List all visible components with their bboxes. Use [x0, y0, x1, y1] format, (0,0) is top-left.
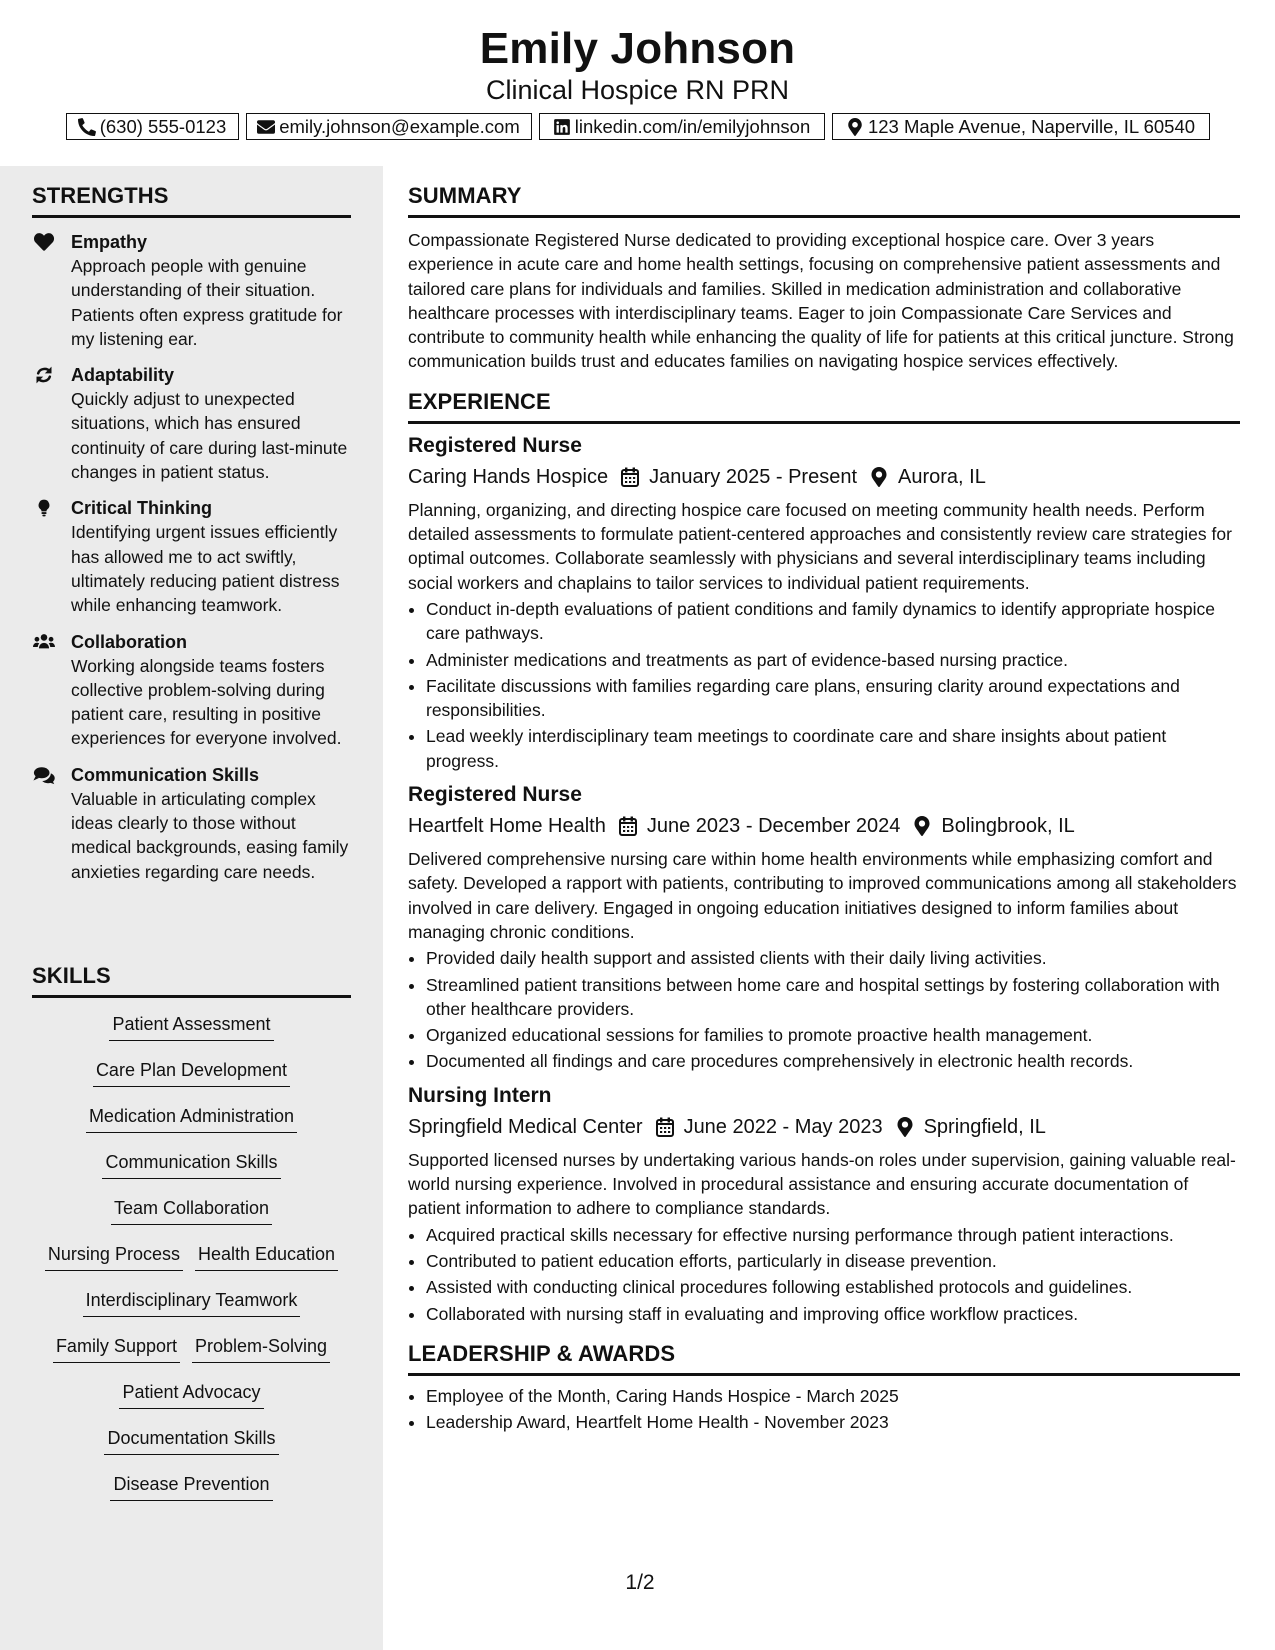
- strength-desc: Working alongside teams fosters collective problem-solving during patient care, resulting in positive experiences for everyone involved.: [71, 655, 342, 749]
- page-number: 1/2: [625, 1571, 655, 1594]
- candidate-name: Emily Johnson: [479, 24, 796, 73]
- awards-list: [408, 1384, 1240, 1435]
- strength-item: [32, 763, 351, 884]
- strength-desc: Valuable in articulating complex ideas clearly to those without medical backgrounds, easing family anxieties regarding care needs.: [71, 788, 349, 882]
- skill-tag: Nursing Process: [45, 1242, 183, 1271]
- main-content: [408, 182, 1240, 1436]
- strength-name: Critical Thinking: [71, 498, 213, 519]
- skill-tag: Problem-Solving: [192, 1334, 330, 1363]
- map-marker-icon: [846, 118, 864, 136]
- skill-tag: Team Collaboration: [111, 1196, 272, 1225]
- skill-tag: Patient Advocacy: [119, 1380, 263, 1409]
- job-company: Springfield Medical Center: [408, 1115, 643, 1138]
- heart-icon: [33, 232, 55, 252]
- strength-name: Collaboration: [71, 631, 187, 652]
- skill-tag: Disease Prevention: [110, 1472, 272, 1501]
- skill-tag: Documentation Skills: [104, 1426, 278, 1455]
- calendar-icon: [621, 467, 639, 487]
- job-title: Registered Nurse: [408, 783, 582, 807]
- job-description: Supported licensed nurses by undertaking various hands-on roles under supervision, gaining valuable real-world nursing experience. Involved in procedural assistance and ensuring accurate documentation of patient information to adhere to compliance standards.: [408, 1149, 1236, 1219]
- job-bullets: [408, 1223, 1240, 1326]
- job-description: Planning, organizing, and directing hospice care focused on meeting community health needs. Perform detailed assessments to formulate patient-centered approaches and consistently review care strategies for optimal outcomes. Collaborate seamlessly with physicians and several interdisciplinary teams including social workers and chaplains to tailor services to individual patient requirements.: [408, 499, 1232, 593]
- summary-heading: SUMMARY: [408, 182, 1240, 218]
- strength-desc: Quickly adjust to unexpected situations, which has ensured continuity of care during last-minute changes in patient status.: [71, 389, 348, 483]
- contact-linkedin[interactable]: [539, 113, 825, 140]
- strength-desc: Identifying urgent issues efficiently has allowed me to act swiftly, ultimately reducing patient distress while enhancing teamwork.: [71, 522, 340, 616]
- summary-text: Compassionate Registered Nurse dedicated to providing exceptional hospice care. Over 3 years experience in acute care and home health settings, focusing on comprehensive patient assessments and tailored care plans for individuals and families. Skilled in medication administration and collaborative healthcare processes with interdisciplinary teams. Eager to join Compassionate Care Services and contribute to community health while enhancing the quality of life for patients at this critical juncture. Strong communication builds trust and educates families on navigating hospice services effectively.: [408, 230, 1234, 372]
- job-dates: January 2025 - Present: [649, 465, 858, 488]
- map-marker-icon: [870, 467, 888, 487]
- strength-name: Communication Skills: [71, 764, 260, 785]
- candidate-title: Clinical Hospice RN PRN: [485, 75, 790, 105]
- strengths-heading: STRENGTHS: [32, 182, 351, 218]
- job-title: Nursing Intern: [408, 1083, 552, 1107]
- job-bullet: • Lead weekly interdisciplinary team meetings to coordinate care and share insights about patient progress.: [426, 724, 1240, 773]
- award-item: • Leadership Award, Heartfelt Home Health - November 2023: [426, 1410, 1240, 1434]
- map-marker-icon: [913, 816, 931, 836]
- strength-desc: Approach people with genuine understanding of their situation. Patients often express gratitude for my listening ear.: [71, 256, 343, 349]
- address-text: 123 Maple Avenue, Naperville, IL 60540: [867, 116, 1196, 137]
- strength-item: [32, 496, 351, 617]
- envelope-icon: [257, 118, 275, 136]
- job-entry: [408, 432, 1240, 773]
- job-bullet: • Collaborated with nursing staff in evaluating and improving office workflow practices.: [426, 1302, 1240, 1326]
- job-description: Delivered comprehensive nursing care within home health environments while emphasizing comfort and safety. Developed a rapport with patients, contributing to improved communications among all stakeholders involved in care delivery. Engaged in ongoing education initiatives designed to inform families about managing chronic conditions.: [408, 849, 1237, 942]
- contact-phone[interactable]: [66, 113, 239, 140]
- map-marker-icon: [896, 1117, 914, 1137]
- job-bullet: • Administer medications and treatments as part of evidence-based nursing practice.: [426, 648, 1240, 672]
- skills-section: [32, 962, 351, 1518]
- job-location: Aurora, IL: [898, 465, 986, 488]
- comments-icon: [33, 765, 55, 785]
- phone-icon: [78, 118, 96, 136]
- job-bullet: • Contributed to patient education efforts, particularly in disease prevention.: [426, 1249, 1240, 1273]
- refresh-icon: [33, 365, 55, 385]
- job-bullet: • Facilitate discussions with families regarding care plans, ensuring clarity around expectations and responsibilities.: [426, 674, 1240, 723]
- skill-tag: Communication Skills: [102, 1150, 280, 1179]
- skills-heading: SKILLS: [32, 962, 351, 998]
- job-title: Registered Nurse: [408, 433, 582, 457]
- strength-item: [32, 363, 351, 484]
- job-location: Bolingbrook, IL: [941, 815, 1075, 838]
- experience-heading: EXPERIENCE: [408, 388, 1240, 424]
- strength-name: Adaptability: [71, 365, 175, 386]
- contact-address: [832, 113, 1210, 140]
- job-company: Caring Hands Hospice: [408, 465, 609, 488]
- job-bullet: • Conduct in-depth evaluations of patient conditions and family dynamics to identify appropriate hospice care pathways.: [426, 597, 1240, 646]
- strength-item: [32, 230, 351, 351]
- skill-tag: Family Support: [53, 1334, 180, 1363]
- job-bullets: [408, 597, 1240, 773]
- users-icon: [33, 632, 55, 652]
- job-location: Springfield, IL: [923, 1115, 1046, 1138]
- job-bullet: • Acquired practical skills necessary for effective nursing performance through patient interactions.: [426, 1223, 1240, 1247]
- resume-header: [0, 0, 1275, 166]
- job-company: Heartfelt Home Health: [408, 815, 606, 838]
- skill-tag: Interdisciplinary Teamwork: [83, 1288, 301, 1317]
- skill-tag: Patient Assessment: [109, 1012, 273, 1041]
- contact-bar: [0, 113, 1275, 140]
- linkedin-icon: [553, 118, 571, 136]
- job-meta: [408, 463, 1240, 491]
- lightbulb-icon: [33, 498, 55, 518]
- phone-text: (630) 555-0123: [99, 116, 227, 137]
- strengths-section: [32, 182, 351, 896]
- strength-name: Empathy: [71, 232, 148, 252]
- job-bullet: • Assisted with conducting clinical procedures following established protocols and guidelines.: [426, 1275, 1240, 1299]
- job-bullet: • Streamlined patient transitions between home care and hospital settings by fostering collaboration with other healthcare providers.: [426, 973, 1240, 1022]
- job-dates: June 2023 - December 2024: [646, 815, 901, 838]
- calendar-icon: [656, 1117, 674, 1137]
- skill-tag: Care Plan Development: [93, 1058, 290, 1087]
- job-entry: [408, 781, 1240, 1074]
- job-meta: [408, 812, 1240, 840]
- contact-email[interactable]: [246, 113, 532, 140]
- calendar-icon: [619, 816, 637, 836]
- skill-tag: Health Education: [195, 1242, 338, 1271]
- sidebar: [0, 166, 383, 1650]
- linkedin-text: linkedin.com/in/emilyjohnson: [574, 116, 811, 137]
- job-bullet: • Organized educational sessions for families to promote proactive health management.: [426, 1023, 1240, 1047]
- job-bullet: • Documented all findings and care procedures comprehensively in electronic health records.: [426, 1049, 1240, 1073]
- award-item: • Employee of the Month, Caring Hands Hospice - March 2025: [426, 1384, 1240, 1408]
- email-text: emily.johnson@example.com: [279, 116, 520, 137]
- job-entry: [408, 1082, 1240, 1326]
- strength-item: [32, 630, 351, 751]
- skills-list: [32, 998, 351, 1518]
- skill-tag: Medication Administration: [86, 1104, 297, 1133]
- job-dates: June 2022 - May 2023: [683, 1115, 883, 1138]
- job-bullet: • Provided daily health support and assisted clients with their daily living activities.: [426, 946, 1240, 970]
- job-bullets: [408, 946, 1240, 1073]
- job-meta: [408, 1113, 1240, 1141]
- awards-heading: LEADERSHIP & AWARDS: [408, 1340, 1240, 1376]
